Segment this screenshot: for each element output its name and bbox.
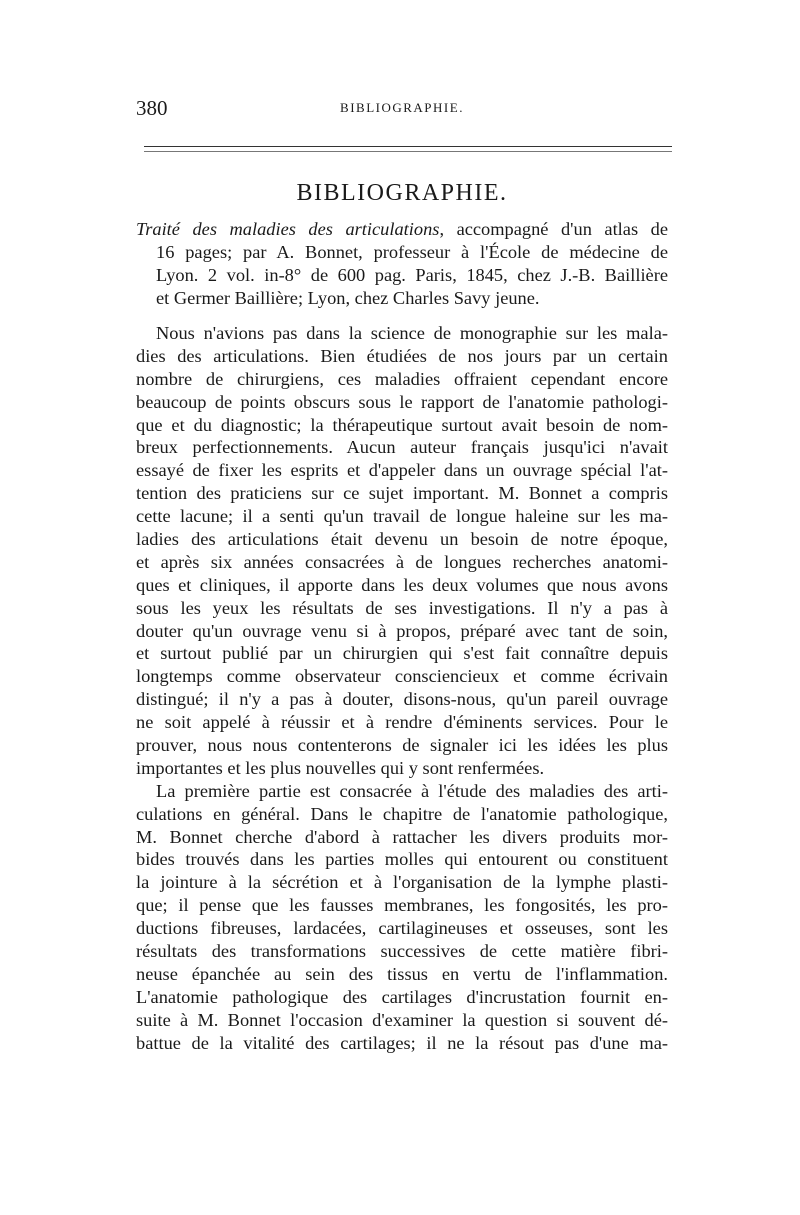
text-line: suite à M. Bonnet l'occasion d'examiner la question si souvent dé- [136, 1009, 668, 1030]
text-line: et après six années consacrées à de longues recherches anatomi- [136, 551, 668, 572]
text-line: résultats des transformations successives de cette matière fibri- [136, 941, 668, 962]
text-line: Nous n'avions pas dans la science de monographie sur les mala- [156, 323, 668, 343]
text-line: sous les yeux les résultats de ses investigations. Il n'y a pas à [136, 597, 668, 618]
bibliographic-reference [136, 218, 668, 310]
running-head [136, 96, 668, 126]
text-line: beaucoup de points obscurs sous le rapport de l'anatomie pathologi- [136, 391, 668, 412]
paragraph-1 [136, 322, 668, 780]
text-line: L'anatomie pathologique des cartilages d'incrustation fournit en- [136, 986, 668, 1007]
running-title: BIBLIOGRAPHIE. [340, 100, 464, 115]
text-line: que; il pense que les fausses membranes, les fongosités, les pro- [136, 895, 668, 916]
text-line: cette lacune; il a senti qu'un travail de longue haleine sur les ma- [136, 506, 668, 527]
text-line: importantes et les plus nouvelles qui y sont renfermées. [136, 757, 545, 778]
text-line: La première partie est consacrée à l'étude des maladies des arti- [156, 780, 668, 801]
reference-line: Lyon. 2 vol. in-8° de 600 pag. Paris, 1845, chez J.-B. Baillière [156, 264, 668, 285]
text-line: prouver, nous nous contenterons de signaler ici les idées les plus [136, 735, 668, 756]
reference-line [136, 218, 668, 241]
reference-title-tail: , accompagné d'un atlas de [439, 219, 668, 239]
text-line: et surtout publié par un chirurgien qui s'est fait connaître depuis [136, 643, 668, 664]
paragraph-2 [136, 780, 668, 1055]
text-line: ne soit appelé à réussir et à rendre d'éminents services. Pour le [136, 712, 668, 733]
text-line: bides trouvés dans les parties molles qui entourent ou constituent [136, 849, 668, 870]
text-line: battue de la vitalité des cartilages; il ne la résout pas d'une ma- [136, 1032, 668, 1053]
text-line: neuse épanchée au sein des tissus en vertu de l'inflammation. [136, 963, 668, 984]
reference-line: et Germer Baillière; Lyon, chez Charles Savy jeune. [156, 287, 540, 308]
page-number: 380 [136, 96, 168, 120]
text-line: distingué; il n'y a pas à douter, disons-nous, qu'un pareil ouvrage [136, 689, 668, 710]
text-line: culations en général. Dans le chapitre de l'anatomie pathologique, [136, 803, 668, 824]
reference-line: 16 pages; par A. Bonnet, professeur à l'École de médecine de [156, 241, 668, 262]
text-line: tention des praticiens sur ce sujet important. M. Bonnet a compris [136, 483, 668, 504]
review-body [136, 322, 668, 1055]
text-line: ductions fibreuses, lardacées, cartilagineuses et osseuses, sont les [136, 918, 668, 939]
section-title: BIBLIOGRAPHIE. [296, 180, 508, 206]
text-line: la jointure à la sécrétion et à l'organisation de la lymphe plasti- [136, 872, 668, 893]
text-line: ladies des articulations était devenu un besoin de notre époque, [136, 529, 668, 550]
book-title: Traité des maladies des articulations [136, 219, 440, 239]
text-line: longtemps comme observateur consciencieux et comme écrivain [136, 666, 668, 687]
text-line: douter qu'un ouvrage venu si à propos, préparé avec tant de soin, [136, 620, 668, 641]
header-rule [144, 146, 672, 152]
text-line: nombre de chirurgiens, ces maladies offraient cependant encore [136, 368, 668, 389]
text-line: M. Bonnet cherche d'abord à rattacher les divers produits mor- [136, 826, 668, 847]
text-line: essayé de fixer les esprits et d'appeler dans un ouvrage spécial l'at- [136, 460, 668, 481]
text-line: dies des articulations. Bien étudiées de nos jours par un certain [136, 345, 668, 366]
text-line: que et du diagnostic; la thérapeutique surtout avait besoin de nom- [136, 414, 668, 435]
text-line: breux perfectionnements. Aucun auteur français jusqu'ici n'avait [136, 437, 668, 458]
text-line: ques et cliniques, il apporte dans les deux volumes que nous avons [136, 574, 668, 595]
